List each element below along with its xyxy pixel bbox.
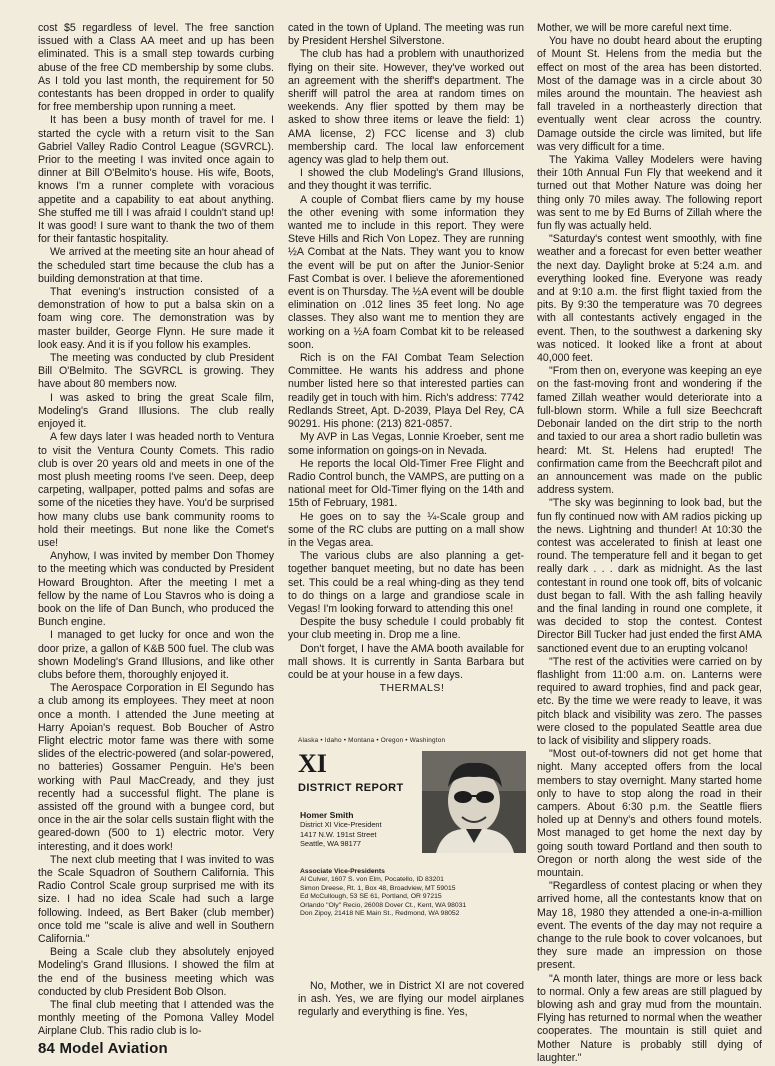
- paragraph: "Most out-of-towners did not get home that night. Many accepted offers from the local members to stay overnight. Many started home only to have to stop along the road in their campers. About 6:30 p.m. the Seattle fliers holed up at Denny's and others found motels. Most managed to get home the next day by going south toward Portland and then south to Oregon or north along the west side of the mountain.: [537, 748, 762, 879]
- paragraph: The meeting was conducted by club President Bill O'Belmito. The SGVRCL is growing. They have about 80 members now.: [38, 352, 274, 391]
- assoc-line: Don Zipoy, 21418 NE Main St., Redmond, WA 98052: [300, 910, 460, 918]
- assoc-line: Simon Dreese, Rt. 1, Box 48, Broadview, MT 59015: [300, 884, 456, 892]
- paragraph: "Saturday's contest went smoothly, with fine weather and a forecast for even better weather the next day. Daylight broke at 5:24 a.m. and everything looked fine. Everyone was ready and at 9:10 a.m. the first flight taxied from the pits. By 9:30 the temperature was 70 degrees with all contestants actively engaged in the event. Then, to the southwest a darkening sky was noticed. It looked like a front at about 40,000 feet.: [537, 233, 762, 365]
- paragraph: My AVP in Las Vegas, Lonnie Kroeber, sent me some information on goings-on in Nevada.: [288, 431, 524, 457]
- district-report-box: [298, 737, 526, 974]
- district-number: XI: [298, 749, 327, 778]
- page-number: 84: [38, 1040, 56, 1057]
- district-states: Alaska • Idaho • Montana • Oregon • Washington: [298, 737, 446, 744]
- column-left: [38, 22, 274, 1038]
- paragraph: The next club meeting that I was invited to was the Scale Squadron of Southern California. This Radio Control Scale group surprised me with its size. I had no idea Scale had such a large following. Indeed, as Bert Baker (club member) once told me "scale is alive and well in Southern California.": [38, 853, 274, 946]
- paragraph: Being a Scale club they absolutely enjoyed Modeling's Grand Illusions. I showed the film at the end of the business meeting which was conducted by club President Bob Olson.: [38, 946, 274, 998]
- paragraph: I showed the club Modeling's Grand Illusions, and they thought it was terrific.: [288, 167, 524, 193]
- column-right: [537, 22, 762, 1064]
- vp-line: Seattle, WA 98177: [300, 839, 361, 849]
- paragraph: A couple of Combat fliers came by my house the other evening with some information they wanted me to include in this report. They were Steve Hills and Rich Von Lopez. They are running ½A Combat at the Nats. They want you to know the event will be put on after the Junior-Senior Fast Combat is over. I believe the aforementioned event is on Thursday. The ½A event will be double elimination on .012 lines 35 feet long. No age classes. They also want me to mention they are working on a ½A foam Combat kit to be released soon.: [288, 193, 524, 351]
- paragraph: The club has had a problem with unauthorized flying on their site. However, they've worked out an agreement with the sheriff's department. The sheriff will patrol the area at random times on weekends. Any flier spotted by them may be asked to show three items or leave the field: 1) AMA license, 2) FCC license and 3) club membership card. The local law enforcement agency was glad to help them out.: [288, 48, 524, 167]
- paragraph: He goes on to say the ¼-Scale group and some of the RC clubs are putting on a mall show in the Vegas area.: [288, 510, 524, 549]
- paragraph: Despite the busy schedule I could probably fit your club meeting in. Drop me a line.: [288, 616, 524, 642]
- vp-line: 1417 N.W. 191st Street: [300, 829, 377, 839]
- paragraph: A few days later I was headed north to Ventura to visit the Ventura County Comets. This radio club is over 20 years old and meets in one of the most plush meeting rooms I've seen. Deep, deep carpeting, wallpaper, potted palms and sofas are some of the niceties they have. You'd be surprised how many clubs use bank community rooms to hold their meetings. But none like the Comet's use!: [38, 431, 274, 549]
- vice-president-photo: [422, 751, 526, 853]
- column-middle: [288, 22, 524, 712]
- paragraph: "Regardless of contest placing or when they arrived home, all the contestants know that on May 18, 1980 they attended a one-in-a-million event. The events of the day may not require a change to the rule book to cover volcanoes, but they sure made an impression on those present.: [537, 880, 762, 972]
- paragraph: Mother, we will be more careful next time.: [537, 22, 732, 34]
- paragraph: The Aerospace Corporation in El Segundo has a club among its employees. They meet at noon once a month. I attended the June meeting at Harry Apoian's request. Bob Boucher of Astro Flight electric motor fame was there with some slides of the electric-powered (and solar-powered, no batteries) Gossamer Penguin. He's been working with Paul MacCready, and they just recently had a successful flight. The plane is assisted off the ground with a bungee cord, but once in the air the solar cells sustain flight with the geared-down (500 to 1) electric motor. Very interesting, and it does work!: [38, 682, 274, 853]
- vice-president-info: [300, 811, 420, 849]
- paragraph: cost $5 regardless of level. The free sanction issued with a Class AA meet and up has been eliminated. This is a small step towards curbing abuse of the free CD membership by some clubs. As I told you last month, the requirement for 50 contestants has been dropped in order to qualify for free membership upon running a meet.: [38, 22, 274, 114]
- sign-off: THERMALS!: [379, 683, 445, 695]
- paragraph: That evening's instruction consisted of a demonstration of how to put a balsa skin on a foam wing core. The demonstration was by master builder, George Flynn. He sure made it look easy. And it is if you follow his examples.: [38, 286, 274, 351]
- district-report-intro: No, Mother, we in District XI are not covered in ash. Yes, we are flying our model airplanes regularly and everything is fine. Yes,: [298, 980, 524, 1019]
- assoc-line: Orlando "Oly" Recio, 26008 Dover Ct., Kent, WA 98031: [300, 901, 467, 909]
- district-title: DISTRICT REPORT: [298, 782, 404, 794]
- paragraph: Rich is on the FAI Combat Team Selection Committee. He wants his address and phone number listed here so that interested parties can readily get in touch with him. Rich's address: 7742 Redlands Street, Apt. D-2039, Playa Del Rey, CA 90291. His phone: (213) 821-0857.: [288, 352, 524, 431]
- magazine-title: Model Aviation: [59, 1040, 168, 1057]
- paragraph: cated in the town of Upland. The meeting was run by President Hershel Silverstone.: [288, 22, 524, 48]
- paragraph: It has been a busy month of travel for me. I started the cycle with a return visit to the San Gabriel Valley Radio Control League (SGVRCL). Prior to the meeting I was invited once again to dinner at Bill O'Belmito's house. His wife, Boots, knows I'm a runner complete with voracious appetite and a capability to eat about anything. She stuffed me till I was afraid I couldn't stand up! It was good! I sure want to thank the two of them for their fantastic hospitality.: [38, 114, 274, 246]
- paragraph: I was asked to bring the great Scale film, Modeling's Grand Illusions. The club really enjoyed it.: [38, 391, 274, 431]
- paragraph: "The rest of the activities were carried on by flashlight from 11:00 a.m. on. Lanterns were required to award trophies, find and pack gear, etc. By the time we were ready to leave, it was pitch black and visibility was zero. The passes were closed to the populated Seattle area due to lack of visibility and slippery roads.: [537, 655, 762, 747]
- associate-vps: [300, 868, 528, 918]
- paragraph: Anyhow, I was invited by member Don Thomey to the meeting which was conducted by President Howard Broughton. After the meeting I met a fellow by the name of Lou Stavros who is doing a book on the life of Dan Bunch, who produced the Bunch engine.: [38, 550, 274, 629]
- portrait-image: [422, 751, 526, 853]
- vice-president-name: Homer Smith: [300, 810, 354, 820]
- paragraph: "A month later, things are more or less back to normal. Only a few areas are still plagued by blowing ash and gray mud from the mountain. Flying has returned to normal when the weather cooperates. The mountain is still quiet and Mother Nature is probably still dying of laughter.": [537, 972, 762, 1064]
- paragraph: We arrived at the meeting site an hour ahead of the scheduled start time because the club has a building demonstration at that time.: [38, 246, 274, 285]
- assoc-line: Al Culver, 1607 S. von Elm, Pocatello, ID 83201: [300, 876, 444, 884]
- vp-line: District XI Vice-President: [300, 820, 382, 830]
- paragraph: The various clubs are also planning a get-together banquet meeting, but no date has been set. This could be a real whing-ding as they tend to do things on a large and grandiose scale in Vegas! I'm looking forward to attending this one!: [288, 550, 524, 615]
- paragraph: The final club meeting that I attended was the monthly meeting of the Pomona Valley Model Airplane Club. This radio club is lo-: [38, 999, 274, 1038]
- paragraph: The Yakima Valley Modelers were having their 10th Annual Fun Fly that weekend and it turned out that Mother Nature was doing her thing only 70 miles away. The following report was sent to me by Ed Burns of Zillah where the fun fly was actually held.: [537, 154, 762, 233]
- paragraph: "The sky was beginning to look bad, but the fun fly continued now with AM radios picking up the news. Lightning and thunder! At 10:30 the contest was accelerated to finish at least one round. The temperature fell and it began to get really dark . . . dark as midnight. As the last contestant in round one took off, bits of volcanic dust began to fall. With the ash falling heavily and the final landing in round one complete, it was decided to stop the contest. Contest Director Bill Tucker had just ended the first AMA sanctioned event due to an erupting volcano!: [537, 497, 762, 655]
- paragraph: You have no doubt heard about the erupting of Mount St. Helens from the media but the effect on most of the area has been distorted. Most of the damage was in a circle about 30 miles around the mountain. The heaviest ash fall traveled in a northeasterly direction that eventually went clear across the country. Damage outside the circle was limited, but life was very difficult for a time.: [537, 35, 762, 153]
- assoc-heading: Associate Vice-Presidents: [300, 868, 385, 875]
- paragraph: "From then on, everyone was keeping an eye on the fast-moving front and wondering if the famed Zillah weather would deteriorate into a full-blown storm. While a full size Beechcraft Debonair landed on the dirt strip to the north and taxied to our area a short radio bulletin was heard: Mt. St. Helens had erupted! The confirmation came from the Beechcraft pilot and an announcement was made on the public address system.: [537, 365, 762, 497]
- page-footer: [38, 1040, 168, 1057]
- paragraph: He reports the local Old-Timer Free Flight and Radio Control bunch, the VAMPS, are putting on a national meet for Old-Timer flying on the 14th and 15th of February, 1981.: [288, 457, 524, 510]
- assoc-line: Ed McCullough, 53 SE 61, Portland, OR 97215: [300, 893, 442, 901]
- paragraph: Don't forget, I have the AMA booth available for mall shows. It is currently in Santa Barbara but could be at your house in a few days.: [288, 642, 524, 681]
- paragraph: I managed to get lucky for once and won the door prize, a gallon of K&B 500 fuel. The club was shown Modeling's Grand Illusions, and like other clubs before them, thoroughly enjoyed it.: [38, 629, 274, 681]
